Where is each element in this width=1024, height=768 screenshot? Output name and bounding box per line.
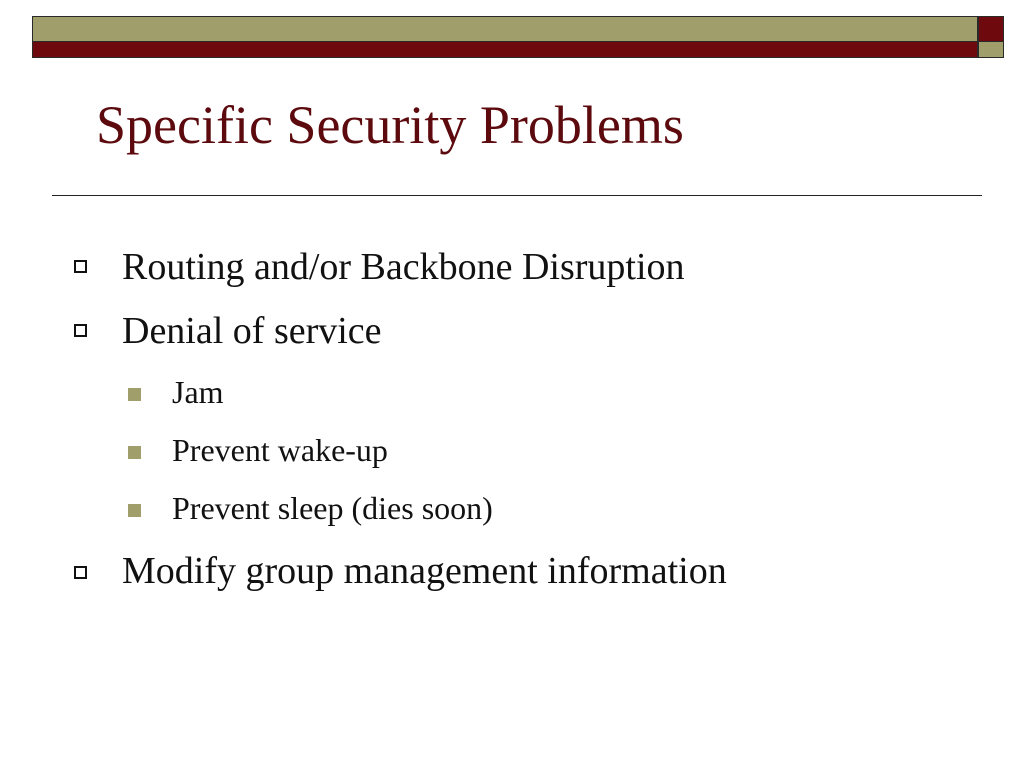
hollow-square-bullet-icon — [74, 260, 87, 273]
filled-square-bullet-icon — [128, 446, 141, 459]
hollow-square-bullet-icon — [74, 324, 87, 337]
filled-square-bullet-icon — [128, 388, 141, 401]
bullet-item: Routing and/or Backbone Disruption — [122, 246, 685, 288]
sub-bullet-item: Prevent wake-up — [172, 432, 388, 468]
slide-title: Specific Security Problems — [96, 95, 684, 155]
bullet-item: Modify group management information — [122, 550, 727, 592]
filled-square-bullet-icon — [128, 504, 141, 517]
sub-bullet-item: Prevent sleep (dies soon) — [172, 490, 493, 526]
sub-bullet-item: Jam — [172, 374, 224, 410]
hollow-square-bullet-icon — [74, 566, 87, 579]
bullet-item: Denial of service — [122, 310, 382, 352]
